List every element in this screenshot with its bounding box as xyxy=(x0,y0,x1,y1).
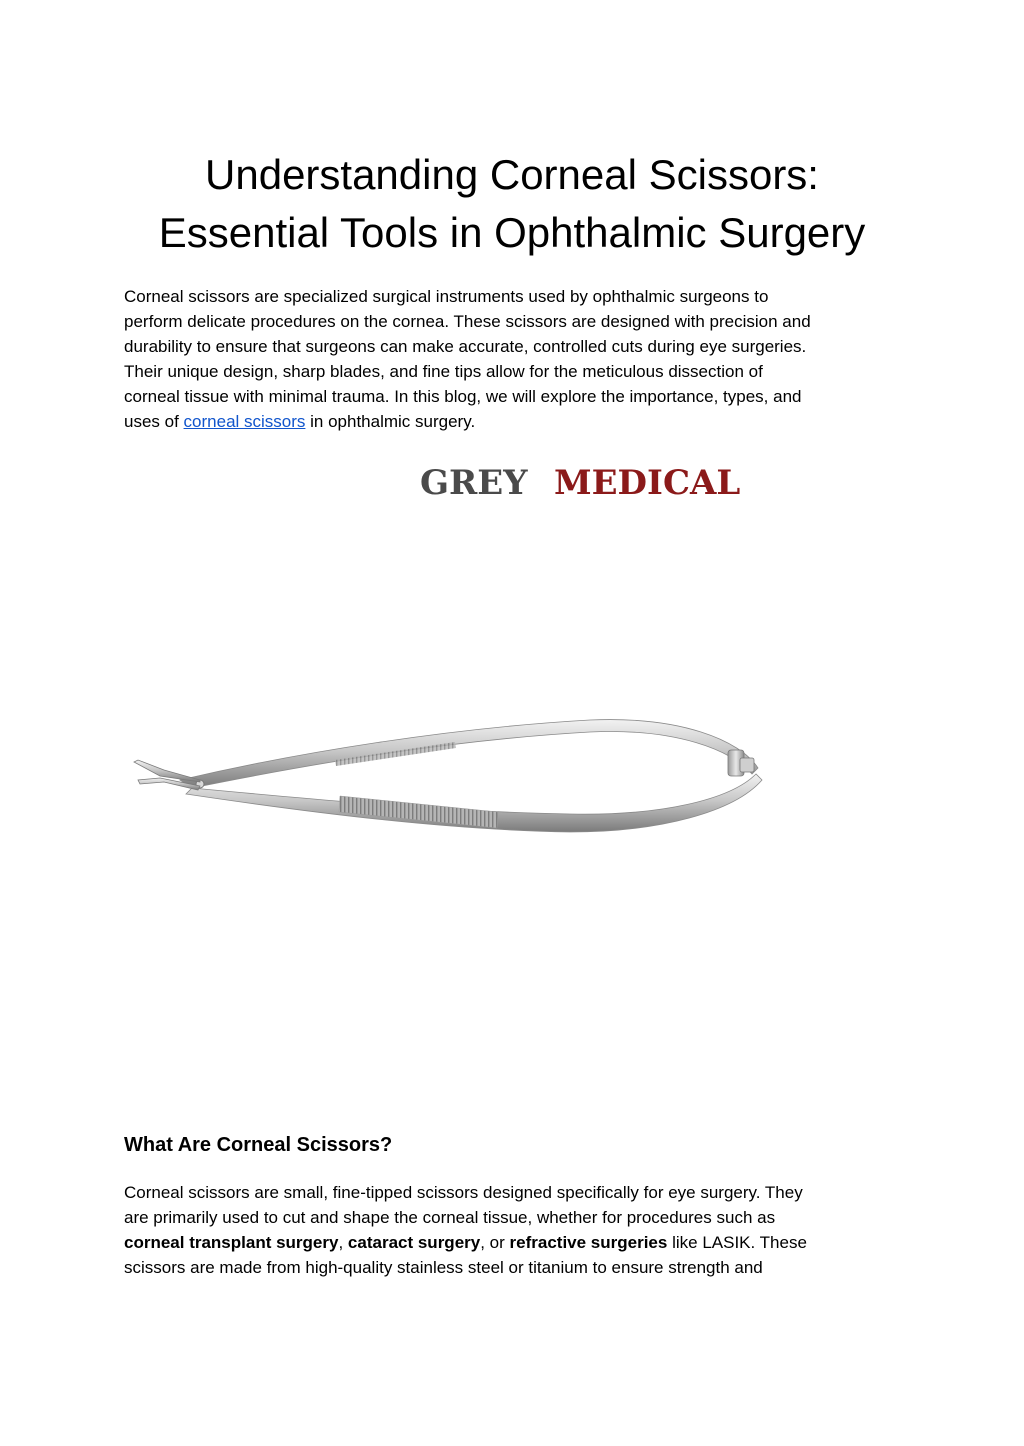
intro-last-line xyxy=(124,409,904,434)
intro-paragraph xyxy=(124,284,904,434)
section-line: Corneal scissors are small, fine-tipped scissors designed specifically for eye surgery. They xyxy=(124,1183,803,1202)
bold-corneal-transplant: corneal transplant surgery xyxy=(124,1233,339,1252)
bold-cataract-surgery: cataract surgery xyxy=(347,1233,481,1252)
intro-last-suffix: in ophthalmic surgery. xyxy=(305,412,476,431)
logo-medical-text: MEDICAL xyxy=(554,463,741,503)
grey-medical-logo xyxy=(418,456,768,504)
section-heading: What Are Corneal Scissors? xyxy=(124,1134,393,1156)
section-line-bold xyxy=(124,1230,904,1255)
separator: , or xyxy=(480,1233,510,1252)
section-line: are primarily used to cut and shape the corneal tissue, whether for procedures such as xyxy=(124,1208,776,1227)
corneal-scissors-image xyxy=(120,700,780,850)
bold-refractive-surgeries: refractive surgeries xyxy=(509,1233,668,1252)
corneal-scissors-link[interactable]: corneal scissors xyxy=(183,412,306,431)
section-line: scissors are made from high-quality stainless steel or titanium to ensure strength and xyxy=(124,1258,763,1277)
page-title xyxy=(0,146,1024,262)
page-title-line-2: Essential Tools in Ophthalmic Surgery xyxy=(158,209,866,256)
intro-line: durability to ensure that surgeons can make accurate, controlled cuts during eye surgeries. xyxy=(124,337,807,356)
separator: , xyxy=(338,1233,348,1252)
intro-line: Corneal scissors are specialized surgical instruments used by ophthalmic surgeons to xyxy=(124,287,769,306)
logo-grey-text: GREY xyxy=(420,463,528,503)
section-paragraph xyxy=(124,1180,904,1280)
intro-line: Their unique design, sharp blades, and fine tips allow for the meticulous dissection of xyxy=(124,362,763,381)
page-title-line-1: Understanding Corneal Scissors: xyxy=(205,151,819,198)
intro-last-prefix: uses of xyxy=(124,412,184,431)
section-line-3-end: like LASIK. These xyxy=(667,1233,807,1252)
intro-line: corneal tissue with minimal trauma. In this blog, we will explore the importance, types, and xyxy=(124,387,802,406)
intro-line: perform delicate procedures on the cornea. These scissors are designed with precision and xyxy=(124,312,811,331)
